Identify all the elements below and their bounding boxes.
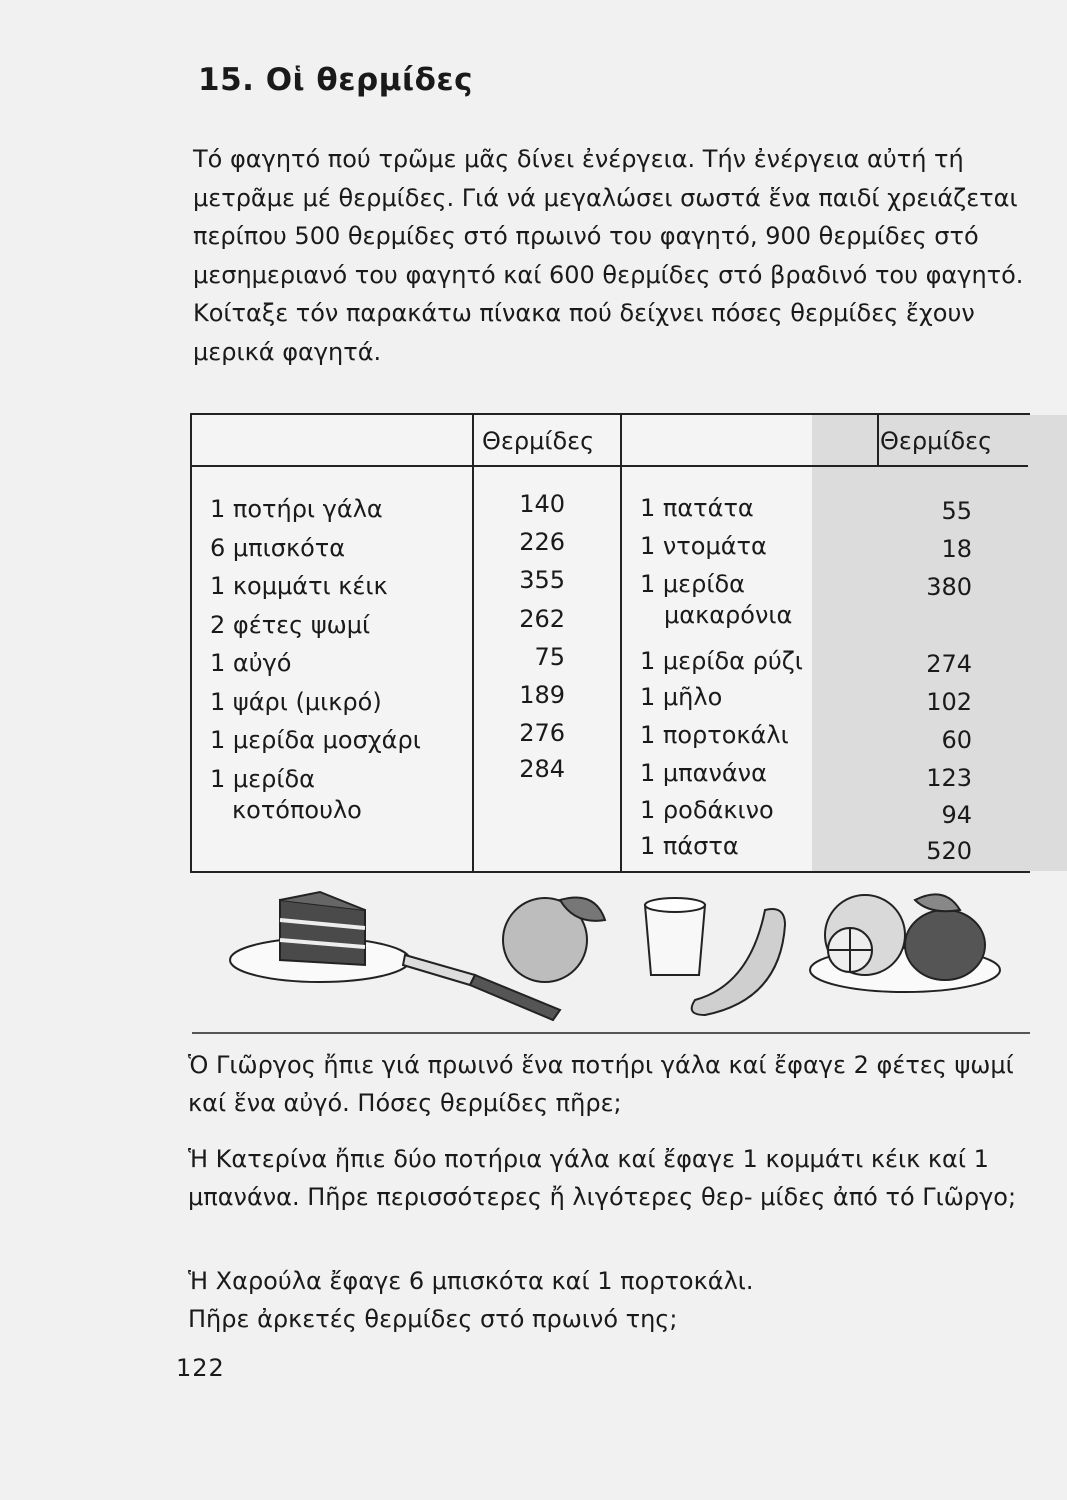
table-header-calories-left: Θερμίδες (482, 427, 595, 455)
banana-icon (692, 909, 785, 1015)
food-item: 1 μερίδα (640, 570, 745, 598)
calorie-value: 520 (926, 837, 972, 865)
table-divider (620, 415, 622, 871)
calorie-table (190, 413, 1030, 873)
question-3: Ἡ Χαρούλα ἔφαγε 6 μπισκότα καί 1 πορτοκάλι. (188, 1267, 754, 1295)
calorie-value: 75 (534, 643, 565, 671)
food-item: 1 πορτοκάλι (640, 721, 789, 749)
cake-slice-icon (230, 892, 410, 982)
food-item: 1 μῆλο (640, 683, 723, 711)
calorie-value: 355 (519, 566, 565, 594)
food-item: 1 ντομάτα (640, 532, 767, 560)
intro-paragraph-2: Κοίταξε τόν παρακάτω πίνακα πού δείχνει πόσες θερμίδες ἔχουν μερικά φαγητά. (193, 299, 975, 366)
orange-icon (503, 898, 605, 983)
calorie-value: 274 (926, 650, 972, 678)
food-item: 1 αὐγό (210, 649, 292, 677)
table-divider (472, 415, 474, 871)
food-item: 1 πατάτα (640, 494, 754, 522)
page-title: 15. Οἱ θερμίδες (198, 62, 473, 98)
food-item: 1 μπανάνα (640, 759, 767, 787)
food-item: 1 ροδάκινο (640, 796, 774, 824)
calorie-value: 276 (519, 719, 565, 747)
calorie-value: 123 (926, 764, 972, 792)
food-item-continued: κοτόπουλο (232, 795, 362, 824)
calorie-value: 189 (519, 681, 565, 709)
calorie-value: 18 (941, 535, 972, 563)
food-illustration (225, 880, 1025, 1030)
calorie-value: 284 (519, 755, 565, 783)
food-item-continued: μακαρόνια (664, 601, 793, 629)
calorie-value: 94 (941, 801, 972, 829)
intro-text (193, 140, 1043, 371)
calorie-value: 380 (926, 573, 972, 601)
table-header-divider (192, 465, 1028, 467)
food-item: 1 ψάρι (μικρό) (210, 687, 382, 716)
food-item: 2 φέτες ψωμί (210, 610, 371, 639)
question-3-continued: Πῆρε ἀρκετές θερμίδες στό πρωινό της; (188, 1305, 678, 1333)
calorie-value: 226 (519, 528, 565, 556)
food-item: 1 πάστα (640, 832, 739, 860)
food-item: 1 ποτήρι γάλα (210, 495, 383, 523)
question-1: Ὁ Γιῶργος ἤπιε γιά πρωινό ἕνα ποτήρι γάλα καί ἔφαγε 2 φέτες ψωμί καί ἕνα αὐγό. Πόσες θερμίδες πῆρε; (188, 1051, 1014, 1117)
citrus-fruits-icon (810, 894, 1000, 992)
table-header-calories-right: Θερμίδες (880, 427, 993, 455)
page-number: 122 (176, 1354, 225, 1382)
food-item: 1 μερίδα ρύζι (640, 647, 803, 675)
calorie-value: 102 (926, 688, 972, 716)
calorie-value: 140 (519, 490, 565, 518)
food-item: 1 μερίδα (210, 764, 315, 793)
calorie-value: 55 (941, 497, 972, 525)
food-item: 1 μερίδα μοσχάρι (210, 726, 421, 754)
food-item: 6 μπισκότα (210, 533, 346, 562)
question-2: Ἡ Κατερίνα ἤπιε δύο ποτήρια γάλα καί ἔφαγε 1 κομμάτι κέικ καί 1 μπανάνα. Πῆρε περισσότερες ἤ λιγότερες θερ- μίδες ἀπό τό Γιῶργο; (188, 1145, 1017, 1211)
left-food-list (210, 490, 421, 826)
food-item: 1 κομμάτι κέικ (210, 572, 388, 600)
glass-of-milk-icon (645, 898, 705, 975)
calorie-value: 262 (519, 605, 565, 633)
table-divider (877, 415, 879, 465)
intro-paragraph-1: Τό φαγητό πού τρῶμε μᾶς δίνει ἐνέργεια. Τήν ἐνέργεια αὐτή τή μετρᾶμε μέ θερμίδες. Γιά νά μεγαλώσει σωστά ἕνα παιδί χρειάζεται περίπου 500 θερμίδες στό πρωινό του φαγητό, 900 θερμίδες στό μεσημεριανό του φαγητό καί 600 θερμίδες στό βραδινό του φαγητό. (193, 145, 1024, 289)
calorie-value: 60 (941, 726, 972, 754)
section-divider (192, 1032, 1030, 1034)
